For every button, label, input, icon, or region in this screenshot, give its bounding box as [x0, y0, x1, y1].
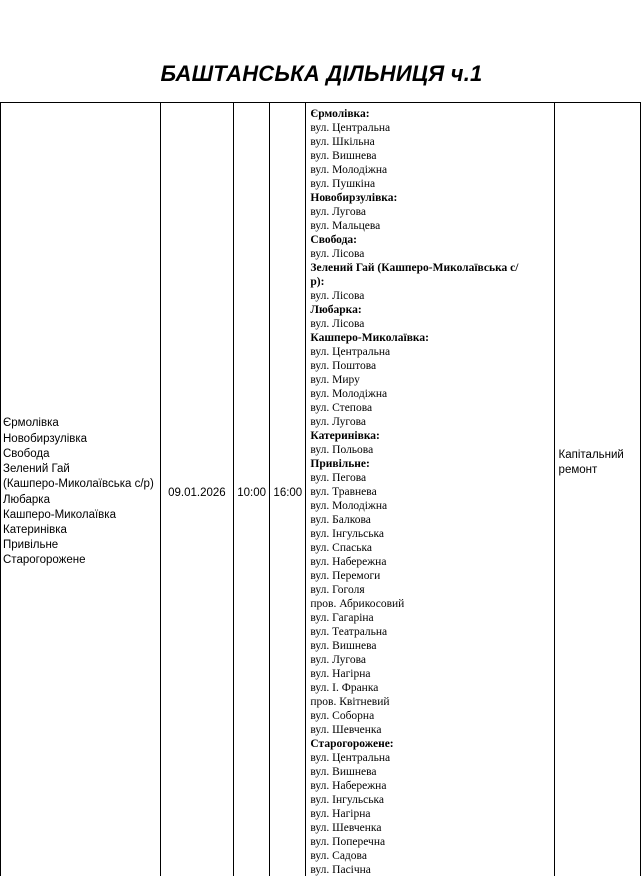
date-cell: 09.01.2026 [160, 103, 233, 876]
village-name: Новобирзулівка [3, 432, 88, 445]
settlement-heading: Кашперо-Миколаївка: [310, 332, 429, 344]
outage-schedule-table [0, 102, 641, 876]
settlement-heading: Привільне: [310, 458, 370, 470]
street-item: вул. Поперечна [310, 836, 386, 848]
street-item: вул. Пегова [310, 472, 367, 484]
street-item: вул. І. Франка [310, 682, 379, 694]
street-item: вул. Садова [310, 850, 367, 862]
street-item: вул. Балкова [310, 514, 371, 526]
village-name: Старогорожене [3, 554, 86, 567]
street-item: вул. Нагірна [310, 668, 371, 680]
settlement-heading: Єрмолівка: [310, 108, 370, 120]
settlement-heading: Катеринівка: [310, 430, 380, 442]
settlement-heading: Старогорожене: [310, 738, 394, 750]
settlement-heading: Любарка: [310, 304, 362, 316]
street-item: вул. Травнева [310, 486, 377, 498]
reason-cell: Капітальний ремонт [554, 103, 640, 876]
document-title: БАШТАНСЬКА ДІЛЬНИЦЯ ч.1 [160, 61, 483, 86]
village-name: Катеринівка [3, 523, 67, 536]
street-item: вул. Лісова [310, 318, 365, 330]
street-item: вул. Лісова [310, 290, 365, 302]
street-item: вул. Миру [310, 374, 360, 386]
street-item: вул. Поштова [310, 360, 377, 372]
street-item: вул. Вишнева [310, 640, 377, 652]
street-item: вул. Пушкіна [310, 178, 376, 190]
street-item: вул. Набережна [310, 556, 387, 568]
settlement-heading: Свобода: [310, 234, 357, 246]
street-item: вул. Лугова [310, 654, 366, 666]
street-item: вул. Лісова [310, 248, 365, 260]
street-item: вул. Центральна [310, 122, 391, 134]
settlement-heading: Зелений Гай (Кашперо-Миколаївська с/ [310, 262, 519, 274]
street-item: вул. Лугова [310, 416, 366, 428]
street-item: вул. Гагаріна [310, 612, 374, 624]
street-item: пров. Абрикосовий [310, 598, 405, 610]
villages-cell [1, 103, 161, 876]
street-item: вул. Соборна [310, 710, 375, 722]
village-name: Кашперо-Миколаївка [3, 508, 116, 521]
table-row [1, 103, 641, 876]
street-item: вул. Спаська [310, 542, 372, 554]
street-item: вул. Набережна [310, 780, 387, 792]
street-item: вул. Центральна [310, 752, 391, 764]
street-item: вул. Шевченка [310, 822, 382, 834]
street-item: вул. Вишнева [310, 150, 377, 162]
settlement-heading: р): [310, 276, 325, 288]
street-item: вул. Гоголя [310, 584, 365, 596]
street-item: вул. Лугова [310, 206, 366, 218]
time-to-cell: 16:00 [270, 103, 306, 876]
street-item: вул. Молодіжна [310, 388, 388, 400]
street-item: вул. Степова [310, 402, 373, 414]
village-name: Любарка [3, 493, 50, 506]
street-item: вул. Пасічна [310, 864, 371, 876]
street-item: вул. Мальцева [310, 220, 381, 232]
street-item: вул. Молодіжна [310, 500, 388, 512]
village-name: (Кашперо-Миколаївська с/р) [3, 478, 154, 491]
settlement-heading: Новобирзулівка: [310, 192, 398, 204]
street-item: вул. Інгульська [310, 794, 384, 806]
street-item: вул. Молодіжна [310, 164, 388, 176]
time-from-cell: 10:00 [234, 103, 270, 876]
street-item: вул. Інгульська [310, 528, 384, 540]
village-name: Єрмолівка [3, 417, 59, 430]
street-item: вул. Вишнева [310, 766, 377, 778]
streets-cell [306, 103, 554, 876]
street-item: вул. Шкільна [310, 136, 375, 148]
street-item: пров. Квітневий [310, 696, 390, 708]
street-item: вул. Польова [310, 444, 374, 456]
street-item: вул. Перемоги [310, 570, 381, 582]
street-item: вул. Шевченка [310, 724, 382, 736]
village-name: Привільне [3, 539, 59, 552]
street-item: вул. Нагірна [310, 808, 371, 820]
village-name: Свобода [3, 447, 50, 460]
village-name: Зелений Гай [3, 463, 70, 476]
street-item: вул. Театральна [310, 626, 388, 638]
street-item: вул. Центральна [310, 346, 391, 358]
